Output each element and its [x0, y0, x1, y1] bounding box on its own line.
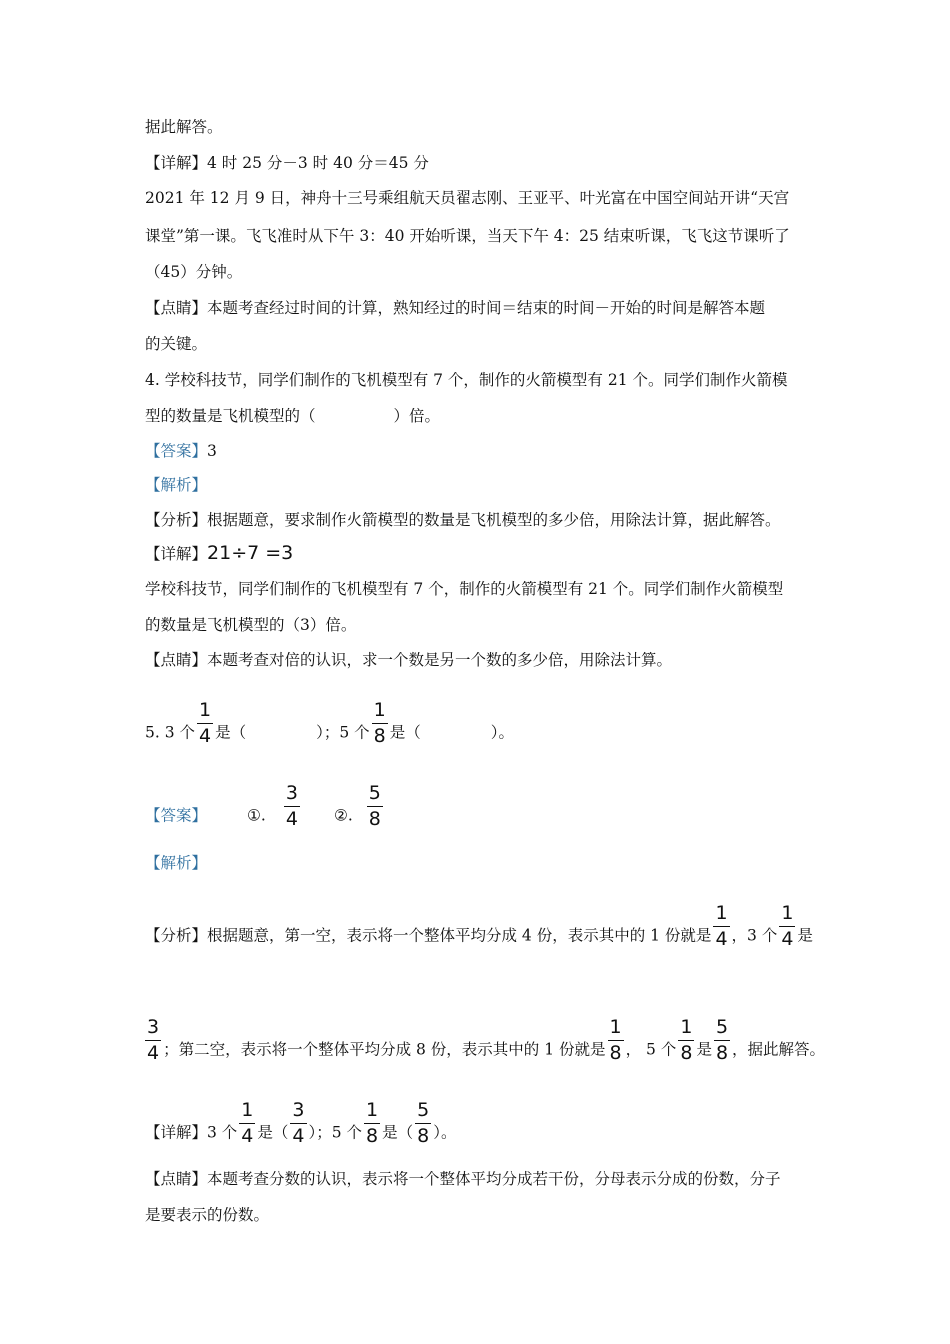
- math-expression: 21÷7 =3: [207, 542, 294, 564]
- text-span: 3: [285, 782, 298, 804]
- text-span: 【详解】3 个: [145, 1123, 238, 1142]
- text-span: 1: [373, 699, 386, 721]
- fraction: [364, 1100, 380, 1147]
- text-span: 是（: [389, 723, 421, 742]
- text-span: 8: [417, 1125, 430, 1147]
- text-line: 据此解答。: [145, 118, 223, 136]
- analysis-text: [145, 1016, 826, 1074]
- fraction: [239, 1100, 255, 1147]
- fraction: [284, 783, 300, 830]
- text-span: 3: [147, 1016, 160, 1038]
- text-span: 8: [368, 808, 381, 830]
- text-span: 5: [368, 782, 381, 804]
- text-line: [145, 298, 765, 318]
- note-line: [145, 1169, 781, 1189]
- text-span: 8: [715, 1042, 729, 1064]
- text-span: 5: [715, 1016, 729, 1038]
- question-5: [145, 699, 515, 757]
- question-4-cont: [145, 406, 440, 426]
- text-span: 4: [781, 928, 794, 950]
- text-span: 4: [241, 1125, 254, 1147]
- text-span: ， 5 个: [625, 1040, 677, 1059]
- text-span: 【分析】根据题意，第一空，表示将一个整体平均分成 4 份，表示其中的 1 份就是: [145, 926, 712, 945]
- text-line: [145, 579, 783, 599]
- text-span: 学校科技节，同学们制作的飞机模型有 7 个，制作的火箭模型有 21 个。同学们制作火箭模型: [145, 580, 784, 598]
- text-span: 课堂”第一课。飞飞准时从下午 3：40 开始听课，当天下午 4：25 结束听课，飞飞这节课听了: [145, 227, 790, 245]
- text-span: ）倍。: [393, 407, 441, 425]
- text-span: 1: [609, 1016, 622, 1038]
- fraction: [372, 700, 388, 747]
- fraction: [714, 1017, 730, 1064]
- text-span: 1: [781, 902, 794, 924]
- text-span: 2021 年 12 月 9 日，神舟十三号乘组航天员翟志刚、王亚平、叶光富在中国空间站开讲“天宫: [145, 189, 790, 207]
- fraction: [197, 700, 213, 747]
- text-span: 4: [715, 928, 728, 950]
- text-span: ，3 个: [731, 926, 778, 945]
- text-span: 【解析】: [145, 854, 208, 872]
- detail-label: 【详解】: [145, 154, 208, 172]
- text-line: [145, 226, 790, 246]
- text-span: 的关键。: [145, 335, 208, 353]
- text-span: 【详解】: [145, 545, 208, 563]
- text-span: 是要表示的份数。: [145, 1206, 270, 1224]
- text-span: 3: [292, 1099, 305, 1121]
- text-span: ，据此解答。: [732, 1040, 826, 1059]
- detail-line: [145, 543, 293, 564]
- fraction: [290, 1100, 306, 1147]
- text-span: ②.: [333, 806, 353, 825]
- fraction: [367, 783, 383, 830]
- text-span: 是（: [257, 1123, 289, 1142]
- text-span: 8: [680, 1042, 693, 1064]
- note-line: [145, 650, 672, 670]
- text-span: ①.: [247, 806, 266, 825]
- text-span: 【答案】: [145, 806, 208, 825]
- text-span: ）；5 个: [308, 1123, 363, 1142]
- analysis-label: [145, 475, 207, 495]
- answer-value: 3: [207, 442, 217, 460]
- text-span: ；第二空，表示将一个整体平均分成 8 份，表示其中的 1 份就是: [163, 1040, 606, 1059]
- text-span: 4. 学校科技节，同学们制作的飞机模型有 7 个，制作的火箭模型有 21 个。同学们制作火箭模: [145, 371, 788, 389]
- answer-4: [145, 441, 217, 461]
- text-span: 是: [696, 1040, 712, 1059]
- analysis-text: [145, 510, 781, 530]
- text-span: 【点睛】本题考查对倍的认识，求一个数是另一个数的多少倍，用除法计算。: [145, 651, 673, 669]
- text-span: ）。: [433, 1123, 457, 1142]
- text-line: [145, 262, 242, 282]
- text-span: 8: [366, 1125, 379, 1147]
- text-span: ）。: [490, 723, 515, 742]
- detail-text: 4 时 25 分－3 时 40 分＝45 分: [207, 154, 429, 172]
- text-span: ）；5 个: [316, 723, 370, 742]
- question-4: [145, 370, 788, 390]
- fraction: [779, 903, 795, 950]
- text-span: 【点睛】本题考查分数的认识，表示将一个整体平均分成若干份，分母表示分成的份数，分子: [145, 1170, 781, 1188]
- text-span: 1: [241, 1099, 254, 1121]
- text-line: [145, 188, 789, 208]
- text-span: 5: [417, 1099, 430, 1121]
- text-span: 4: [292, 1125, 305, 1147]
- text-line: [145, 334, 207, 354]
- text-span: 是（: [215, 723, 247, 742]
- text-span: 型的数量是飞机模型的（: [145, 407, 316, 425]
- fraction: [415, 1100, 431, 1147]
- detail-line: [145, 1099, 457, 1157]
- text-span: 【分析】根据题意，要求制作火箭模型的数量是飞机模型的多少倍，用除法计算，据此解答。: [145, 511, 781, 529]
- answer-5: [145, 782, 385, 840]
- fraction: [713, 903, 729, 950]
- text-span: 8: [373, 725, 386, 747]
- text-span: 是: [797, 926, 813, 945]
- fraction: [145, 1017, 161, 1064]
- text-span: （45）分钟。: [145, 263, 243, 281]
- analysis-label: [145, 853, 207, 873]
- answer-label: 【答案】: [145, 442, 208, 460]
- note-line: [145, 1205, 269, 1225]
- text-span: 【解析】: [145, 476, 208, 494]
- text-span: 1: [715, 902, 728, 924]
- analysis-text: [145, 902, 813, 960]
- text-span: 1: [366, 1099, 379, 1121]
- text-span: 8: [609, 1042, 622, 1064]
- fraction: [678, 1017, 694, 1064]
- text-line: [145, 117, 223, 137]
- detail-line: [145, 153, 429, 173]
- text-span: 5. 3 个: [145, 723, 196, 742]
- fraction: [608, 1017, 624, 1064]
- text-span: 1: [199, 699, 212, 721]
- text-span: 是（: [382, 1123, 414, 1142]
- text-span: 的数量是飞机模型的（3）倍。: [145, 616, 357, 634]
- text-span: 4: [147, 1042, 160, 1064]
- text-span: 【点睛】本题考查经过时间的计算，熟知经过的时间＝结束的时间－开始的时间是解答本题: [145, 299, 766, 317]
- text-span: 4: [199, 725, 212, 747]
- text-span: 1: [680, 1016, 693, 1038]
- text-line: [145, 615, 356, 635]
- text-span: 4: [285, 808, 298, 830]
